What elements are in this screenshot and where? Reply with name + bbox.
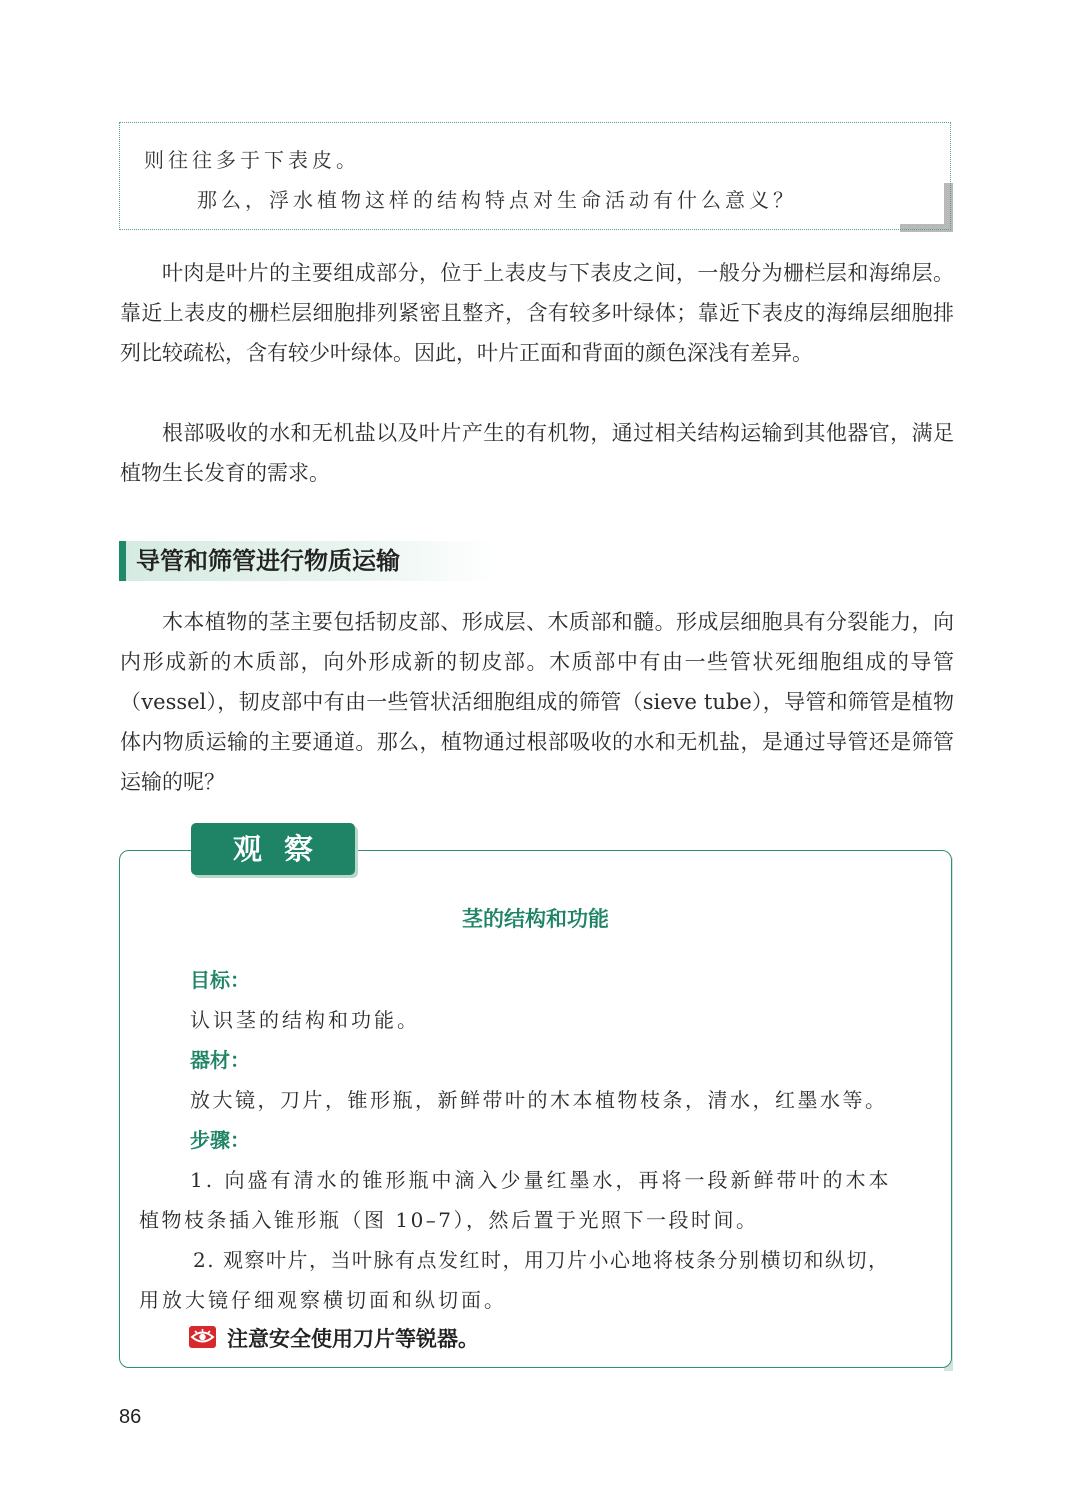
- paragraph-mesophyll: 叶肉是叶片的主要组成部分，位于上表皮与下表皮之间，一般分为栅栏层和海绵层。靠近上表皮的栅栏层细胞排列紧密且整齐，含有较多叶绿体；靠近下表皮的海绵层细胞排列比较疏松，含有较少叶绿体。因此，叶片正面和背面的颜色深浅有差异。: [120, 261, 954, 365]
- eye-warning-icon: [189, 1326, 216, 1348]
- step2-line1: 2. 观察叶片，当叶脉有点发红时，用刀片小心地将枝条分别横切和纵切，: [193, 1248, 890, 1272]
- continued-note-box: [119, 122, 951, 230]
- page-number: 86: [119, 1406, 142, 1428]
- step1-line2: 植物枝条插入锥形瓶（图 10–7），然后置于光照下一段时间。: [139, 1208, 759, 1232]
- goal-label: 目标：: [190, 968, 250, 992]
- note-line-1: 则往往多于下表皮。: [144, 148, 360, 172]
- materials-label: 器材：: [190, 1048, 250, 1072]
- steps-label: 步骤：: [190, 1128, 250, 1152]
- materials-text: 放大镜，刀片，锥形瓶，新鲜带叶的木本植物枝条，清水，红墨水等。: [190, 1088, 888, 1112]
- step1-line1: 1. 向盛有清水的锥形瓶中滴入少量红墨水，再将一段新鲜带叶的木本: [190, 1168, 892, 1192]
- paragraph-transport: 根部吸收的水和无机盐以及叶片产生的有机物，通过相关结构运输到其他器官，满足植物生长发育的需求。: [120, 421, 954, 485]
- safety-warning: 注意安全使用刀片等锐器。: [227, 1327, 479, 1351]
- section-title: 导管和筛管进行物质运输: [136, 547, 400, 575]
- observe-tab: 观察: [191, 823, 355, 875]
- step2-line2: 用放大镜仔细观察横切面和纵切面。: [139, 1288, 507, 1312]
- note-question: 那么，浮水植物这样的结构特点对生命活动有什么意义？: [197, 188, 797, 212]
- paragraph-stem: 木本植物的茎主要包括韧皮部、形成层、木质部和髓。形成层细胞具有分裂能力，向内形成新的木质部，向外形成新的韧皮部。木质部中有由一些管状死细胞组成的导管（vessel），韧皮部中有由一些管状活细胞组成的筛管（sieve tube），导管和筛管是植物体内物质运输的主要通道。那么，植物通过根部吸收的水和无机盐，是通过导管还是筛管运输的呢？: [120, 610, 954, 794]
- observe-title: 茎的结构和功能: [462, 907, 609, 931]
- goal-text: 认识茎的结构和功能。: [190, 1008, 420, 1032]
- section-header-bar: [119, 541, 126, 581]
